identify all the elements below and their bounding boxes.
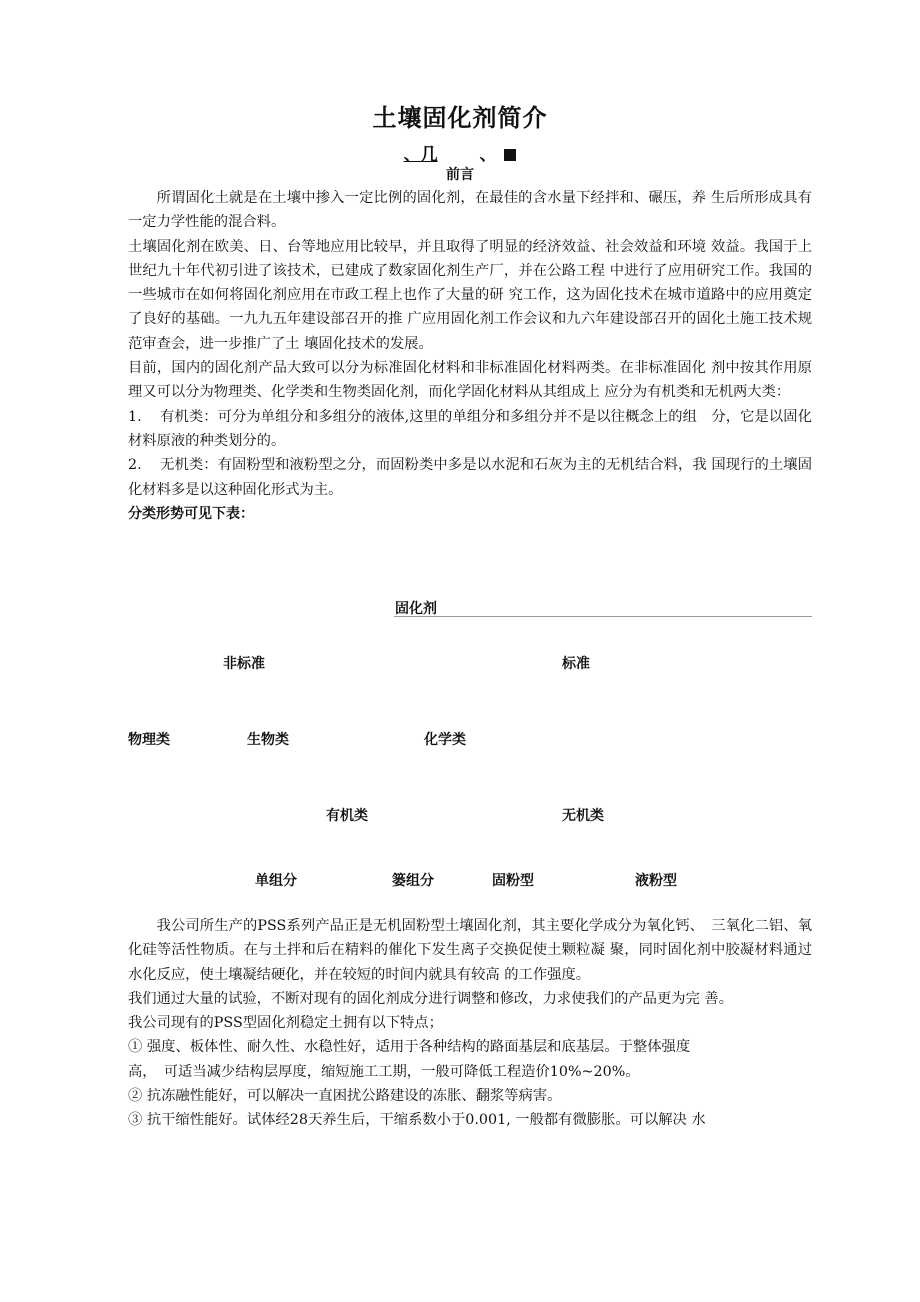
feature-continuation: 高， 可适当减少结构层厚度，缩短施工工期，一般可降低工程造价10%~20%。	[128, 1063, 640, 1080]
root-underline	[394, 616, 812, 617]
node-multi-component: 篓组分	[392, 873, 434, 889]
paragraph: 我公司现有的PSS型固化剂稳定土拥有以下特点；	[128, 1015, 443, 1032]
node-organic: 有机类	[326, 808, 368, 824]
subtitle-fragment: 、几	[403, 145, 438, 165]
item-number: 2.	[128, 457, 142, 474]
paragraph: 土壤固化剂在欧美、日、台等地应用比较早，并且取得了明显的经济效益、社会效益和环境 效益。我国于上世纪九十年代初引进了该技术，已建成了数家固化剂生产厂，并在公路工程 中进行了应用研究工作。我国的一些城市在如何将固化剂应用在市政工程上也作了大量的研 究工作，这为固化技术在城市道路中的应用奠定了良好的基础。一九九五年建设部召开的推 广应用固化剂工作会议和九六年建设部召开的固化土施工技术规范审查会，进一步推广了土 壤固化技术的发展。	[128, 238, 812, 352]
paragraph: 目前，国内的固化剂产品大致可以分为标准固化材料和非标准固化材料两类。在非标准固化 剂中按其作用原理又可以分为物理类、化学类和生物类固化剂，而化学固化材料从其组成上 应分为有机类和无机两大类：	[128, 360, 812, 401]
node-nonstandard: 非标准	[223, 656, 265, 672]
feature-text: 抗干缩性能好。试体经28天养生后，干缩系数小于0.001, 一般都有微膨胀。可以解决 水	[146, 1112, 706, 1129]
numbered-item	[128, 405, 812, 454]
preface-heading: 前言	[446, 167, 474, 183]
node-physical: 物理类	[128, 732, 170, 748]
item-text: 无机类：有固粉型和液粉型之分，而固粉类中多是以水泥和石灰为主的无机结合料，我 国现行的土壤固化材料多是以这种固化形式为主。	[128, 457, 812, 498]
feature-text: 强度、板体性、耐久性、水稳性好，适用于各种结构的路面基层和底基层。于整体强度	[146, 1039, 691, 1056]
node-standard: 标准	[562, 656, 590, 672]
black-square-icon	[504, 149, 516, 161]
feature-text: 抗冻融性能好，可以解决一直困扰公路建设的冻胀、翻浆等病害。	[146, 1088, 562, 1105]
paragraph: 我公司所生产的PSS系列产品正是无机固粉型土壤固化剂，其主要化学成分为氧化钙、 三氧化二铝、氧化硅等活性物质。在与土拌和后在精料的催化下发生离子交换促使土颗粒凝 聚，同时固化剂中胶凝材料通过水化反应，使土壤凝结硬化，并在较短的时间内就具有较高 的工作强度。	[128, 918, 812, 983]
item-text: 有机类：可分为单组分和多组分的液体,这里的单组分和多组分并不是以往概念上的组 分，它是以固化材料原液的种类划分的。	[128, 408, 812, 449]
product-section	[128, 914, 812, 1133]
node-inorganic: 无机类	[562, 808, 604, 824]
feature-marker: ①	[128, 1039, 143, 1056]
node-chemical: 化学类	[424, 732, 466, 748]
paragraph: 我们通过大量的试验，不断对现有的固化剂成分进行调整和修改，力求使我们的产品更为完 善。	[128, 990, 734, 1007]
feature-marker: ②	[128, 1088, 143, 1105]
subtitle-line	[0, 140, 920, 165]
intro-section	[128, 186, 812, 526]
table-intro: 分类形势可见下表：	[128, 505, 254, 522]
feature-item	[128, 1108, 812, 1132]
node-single-component: 单组分	[255, 873, 297, 889]
node-biological: 生物类	[247, 732, 289, 748]
document-title: 土壤固化剂简介	[372, 104, 548, 132]
feature-item	[128, 1035, 812, 1059]
node-root: 固化剂	[395, 601, 437, 617]
paragraph: 所谓固化土就是在土壤中掺入一定比例的固化剂，在最佳的含水量下经拌和、碾压，养 生后所形成具有一定力学性能的混合料。	[128, 190, 812, 231]
subtitle-fragment: 、	[479, 145, 497, 165]
node-solid-powder: 固粉型	[492, 873, 534, 889]
feature-marker: ③	[128, 1112, 143, 1129]
numbered-item	[128, 453, 812, 502]
feature-item	[128, 1084, 812, 1108]
item-number: 1.	[128, 408, 142, 425]
node-liquid-powder: 液粉型	[635, 873, 677, 889]
